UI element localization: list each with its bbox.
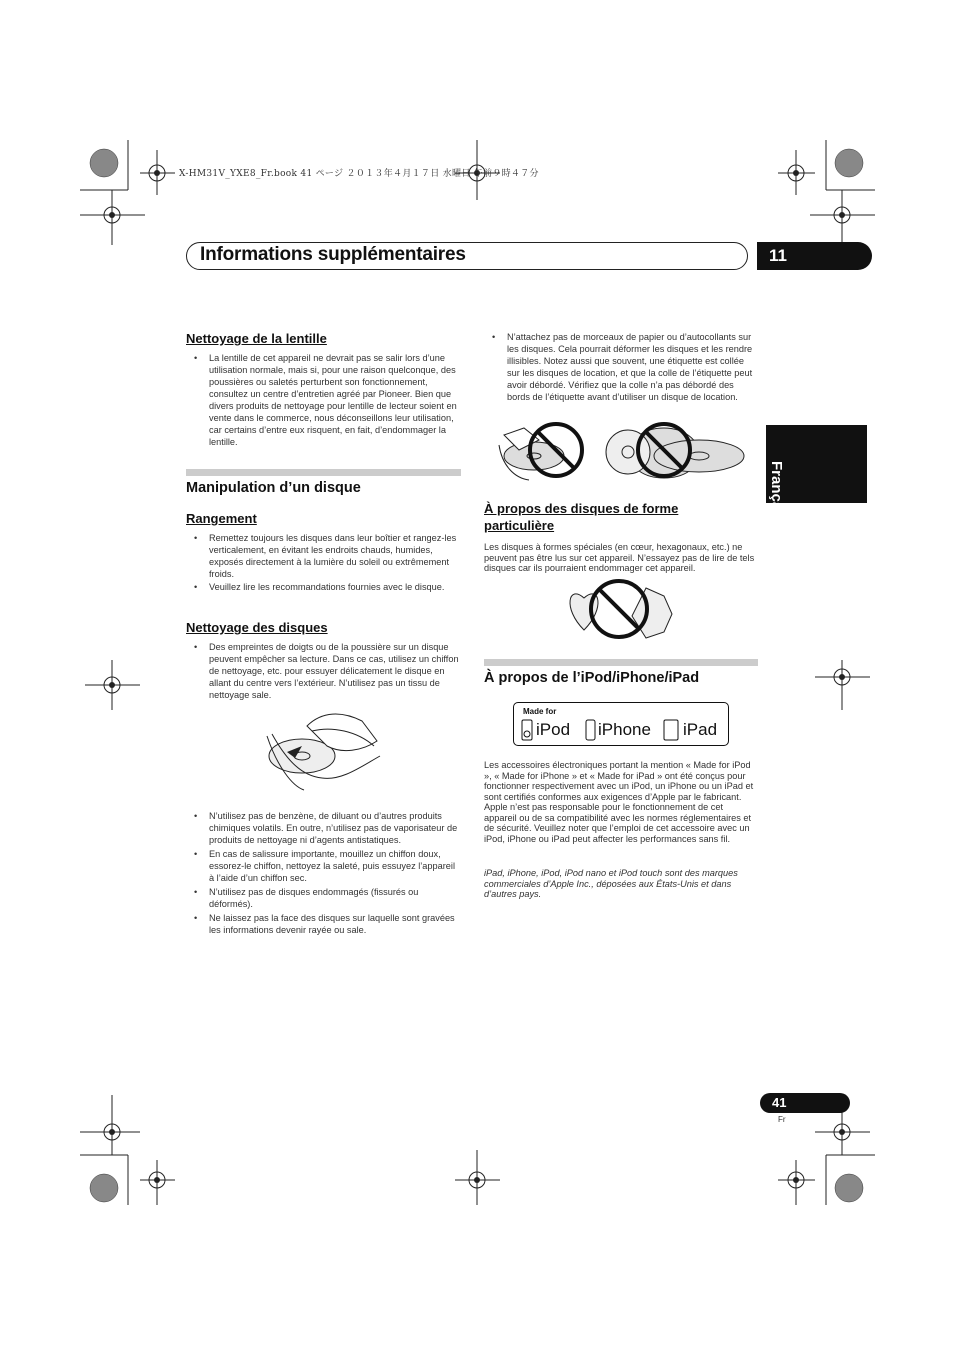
list-item: • La lentille de cet appareil ne devrait pas se salir lors d’une utilisation normale, mais si, pour une raison quelconque, des poussières ou saletés perturbent son fonctionnement, consultez un centre d’entretien agréé par Pioneer. Bien que divers produits de nettoyage pour lentille de lecteur soient en vente dans le commerce, nous déconseillons leur utilisation, car certains d’entre eux risquent, en fait, d’endommager la lentille. [209, 352, 461, 448]
iphone-icon [585, 719, 596, 741]
section-divider [484, 659, 758, 666]
section-divider [186, 469, 461, 476]
cleaning-block [186, 620, 461, 702]
page-lang: Fr [778, 1115, 786, 1124]
section-lens-title: Nettoyage de la lentille [186, 331, 327, 346]
section-shaped-title: À propos des disques de forme particulière [484, 501, 679, 533]
left-column [186, 331, 461, 449]
trademark-text: iPad, iPhone, iPod, iPod nano et iPod touch sont des marques commerciales d’Apple Inc., déposées aux États-Unis et dans d’autres pays. [484, 868, 738, 899]
cleaning-bullets-after [186, 810, 461, 937]
print-meta: X-HM31V_YXE8_Fr.book 41 ページ ２０１３年４月１７日 水曜日 午前９時４７分 [179, 169, 539, 179]
cleaning-bullets [186, 641, 461, 701]
ipad-icon [663, 719, 679, 741]
ipod-label: iPod [536, 720, 571, 739]
storage-title: Rangement [186, 511, 257, 526]
list-item: • Des empreintes de doigts ou de la poussière sur un disque peuvent empêcher sa lecture. Dans ce cas, utilisez un chiffon de nettoyage, etc. pour essuyer délicatement le disque en allant du centre vers l’extérieur. N’utilisez pas un tissu de nettoyage sale. [209, 641, 461, 701]
list-item: • Ne laissez pas la face des disques sur laquelle sont gravées les informations devenir rayée ou sale. [209, 912, 461, 936]
list-item: • Veuillez lire les recommandations fournies avec le disque. [209, 581, 461, 593]
language-side-tab-label: Français [768, 461, 785, 523]
section-handling-title: Manipulation d’un disque [186, 480, 361, 496]
page-number: 41 [760, 1093, 850, 1113]
chapter-title: Informations supplémentaires [200, 244, 466, 265]
list-item: • N’attachez pas de morceaux de papier ou d’autocollants sur les disques. Cela pourrait déformer les disques et les rendre illisibles. Notez aussi que souvent, une étiquette est collée sur les disques de location, et que la colle de l’étiquette peut avoir débordé. Vérifiez que la colle n’a pas débordé des bords de l’étiquette avant d’utiliser un disque de location. [507, 331, 758, 403]
ipad-label: iPad [683, 720, 718, 739]
cleaning-title: Nettoyage des disques [186, 620, 328, 635]
disc-cleaning-illustration [262, 706, 382, 792]
lens-bullets [186, 352, 461, 448]
made-for-label: Made for [523, 707, 557, 716]
section-ipod-title: À propos de l’iPod/iPhone/iPad [484, 670, 700, 686]
no-shaped-disc-illustration [564, 576, 678, 642]
shaped-text: Les disques à formes spéciales (en cœur, hexagonaux, etc.) ne peuvent pas être lus sur cet appareil. N’essayez pas de lire de tels disques car ils pourraient endommager cet appareil. [484, 542, 755, 573]
list-item: • Remettez toujours les disques dans leur boîtier et rangez-les verticalement, en évitant les endroits chauds, humides, exposés directement à la lumière du soleil ou extrêmement froids. [209, 532, 461, 580]
no-sticker-illustration [494, 420, 746, 482]
storage-block [186, 511, 461, 594]
list-item: • N’utilisez pas de disques endommagés (fissurés ou déformés). [209, 886, 461, 910]
ipod-icon [521, 719, 533, 741]
stickers-bullets [484, 331, 758, 404]
iphone-label: iPhone [598, 720, 651, 739]
list-item: • N’utilisez pas de benzène, de diluant ou d’autres produits chimiques volatils. En outre, n’utilisez pas de vaporisateur de produits de nettoyage ni d’agents antistatiques. [209, 810, 461, 846]
list-item: • En cas de salissure importante, mouillez un chiffon doux, essorez-le chiffon, nettoyez la saleté, puis essuyez l’appareil à l’aide d’un chiffon sec. [209, 848, 461, 884]
chapter-number: 11 [757, 242, 872, 270]
storage-bullets [186, 532, 461, 593]
ipod-text: Les accessoires électroniques portant la mention « Made for iPod », « Made for iPhone » et « Made for iPad » ont été conçus pour fonctionner respectivement avec un iPod, un iPhone ou un iPad et sont certifiés conformes aux exigences d’Apple par le fabricant. Apple n’est pas responsable pour le fonctionnement de cet appareil ou de sa compatibilité avec les normes réglementaires et de sécurité. Veuillez noter que l’emploi de cet accessoire avec un iPod, iPhone ou iPad peut affecter les performances sans fil. [484, 760, 754, 844]
